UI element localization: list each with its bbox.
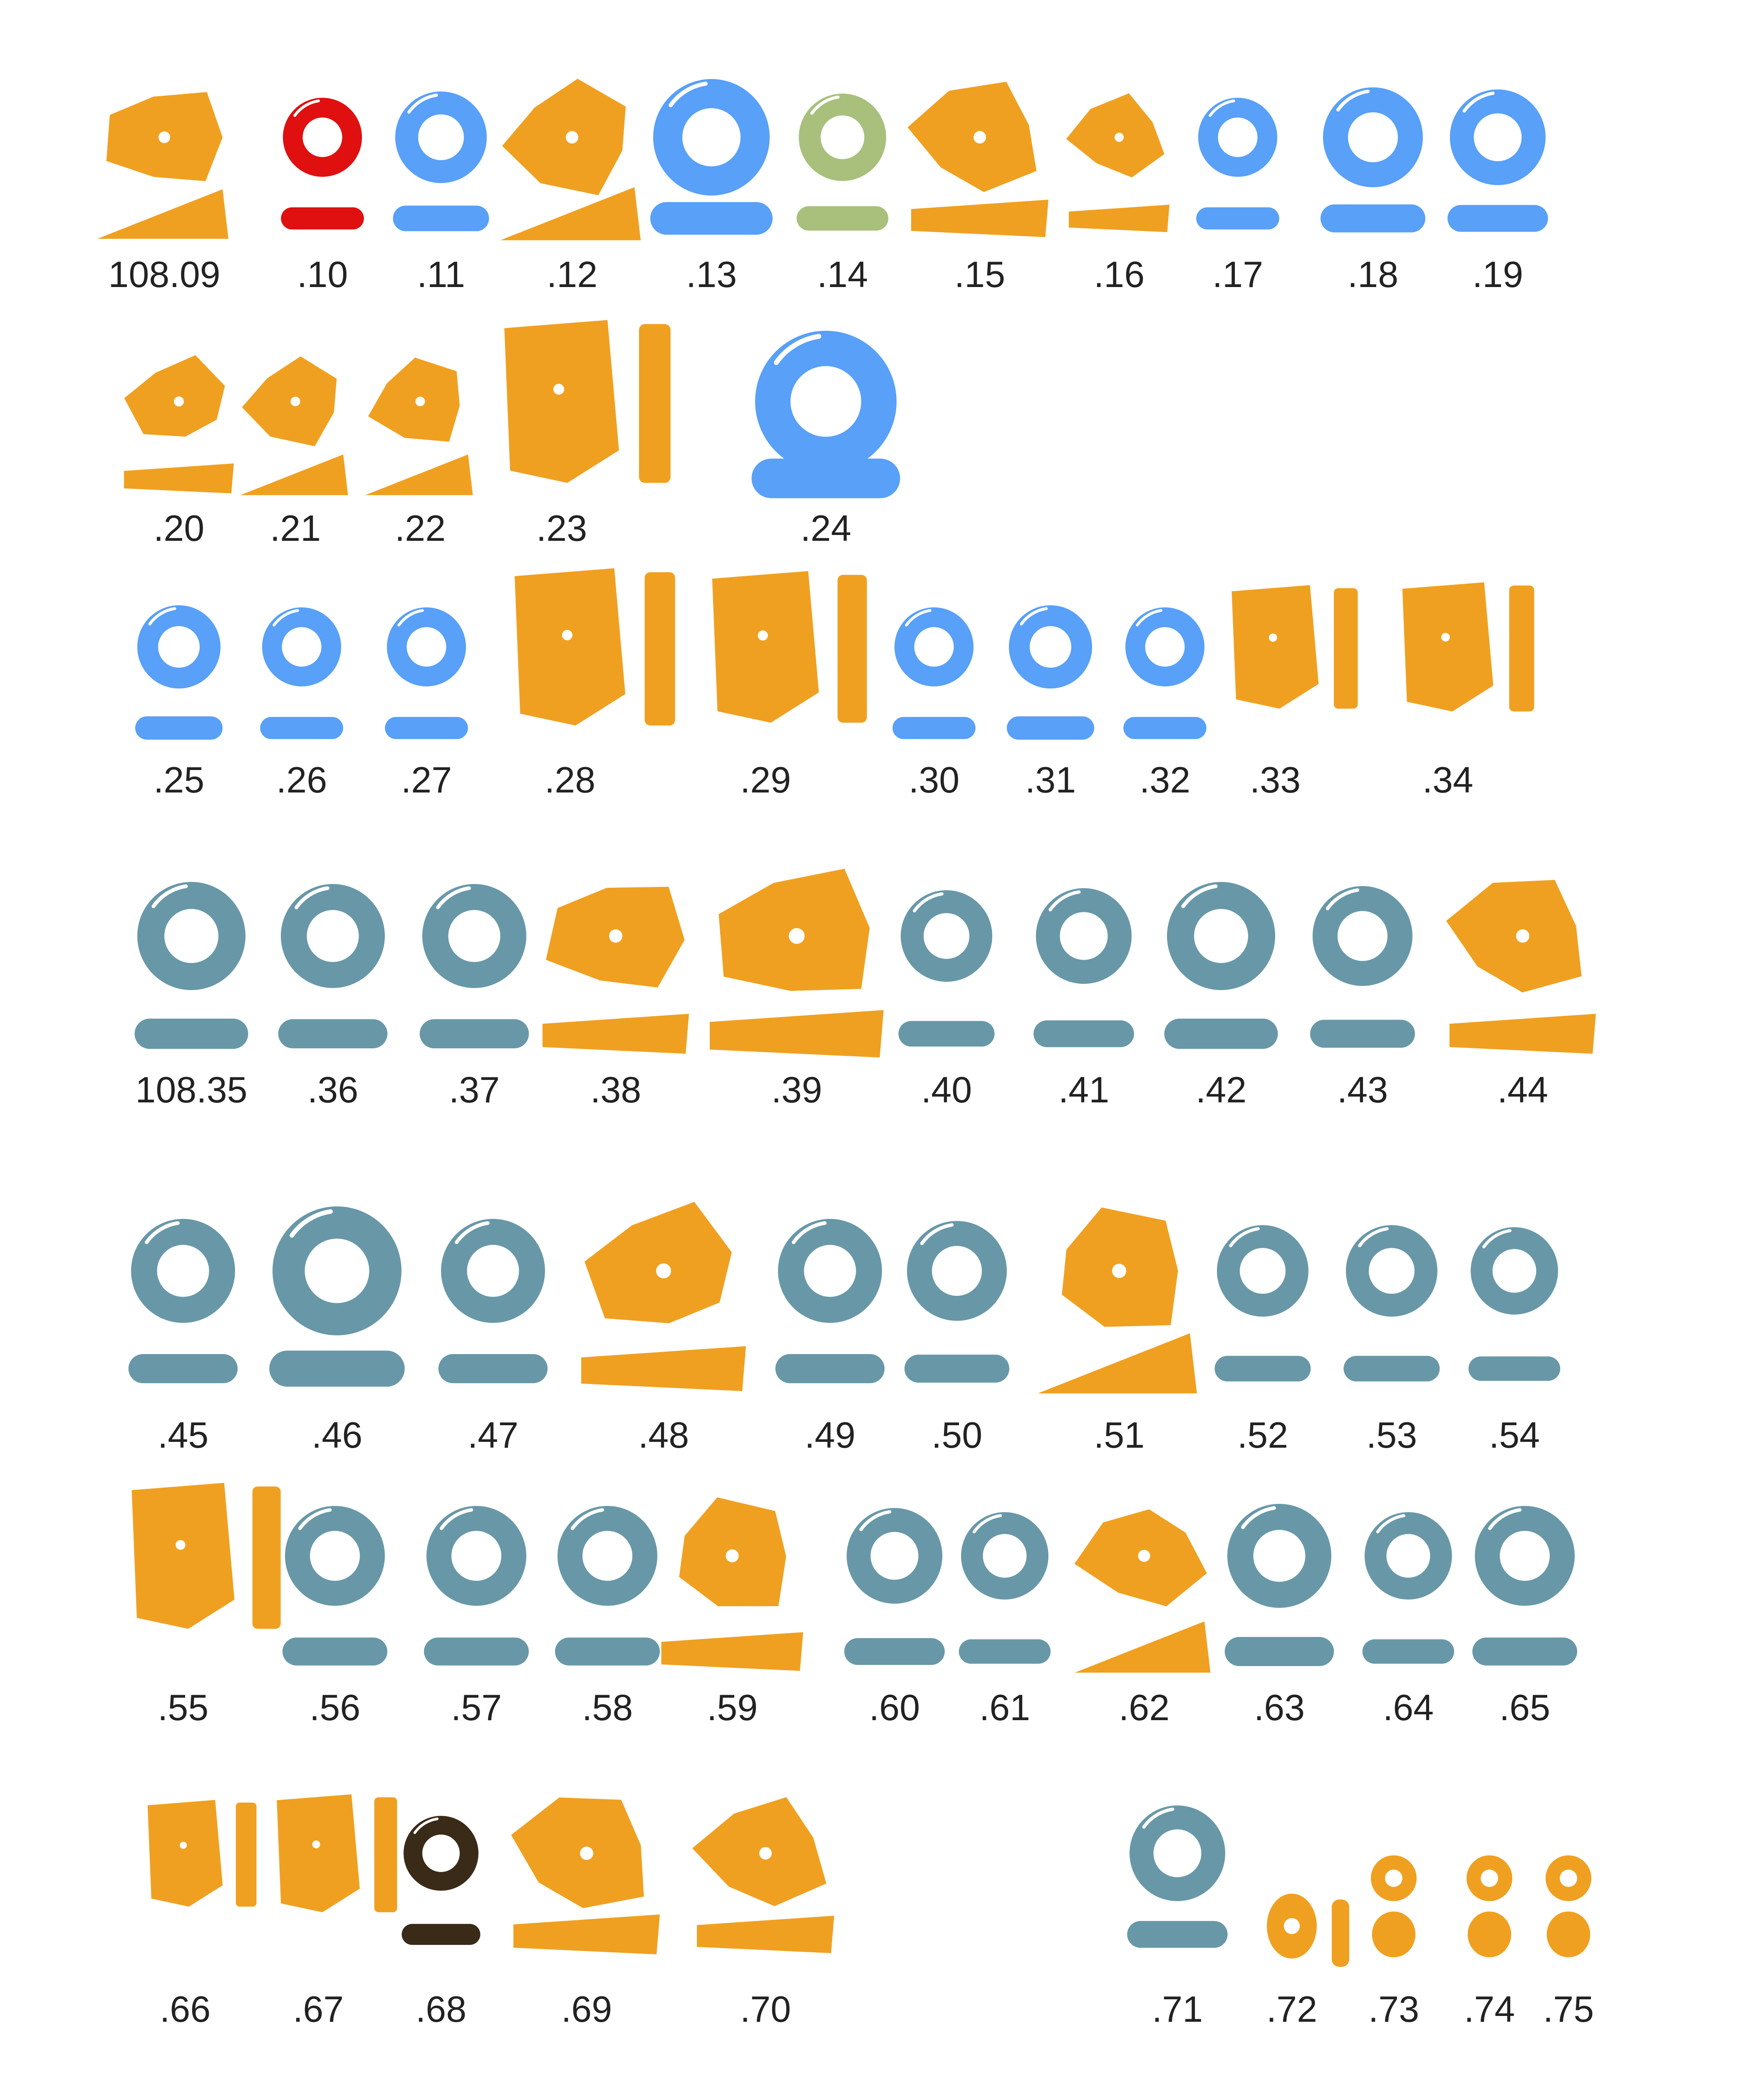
bead-number-label: .61 [979,1687,1031,1728]
bead-perforation [871,1532,919,1580]
bead-profile [281,207,364,229]
bead-perforation [790,366,861,437]
bead-profile [129,1354,238,1383]
bead-perforation [1348,112,1398,162]
bead-profile [236,1803,257,1907]
bead [904,1221,1009,1383]
bead [899,890,995,1047]
bead-perforation [1145,627,1185,667]
bead-profile [1372,1912,1416,1957]
bead-number-label: .33 [1249,759,1301,800]
bead [543,887,689,1054]
bead-number-label: .26 [276,759,327,800]
bead-perforation [174,396,184,406]
bead-profile [1332,1899,1349,1967]
bead [775,1219,885,1383]
bead-profile [959,1639,1051,1664]
bead-profile [904,1354,1009,1382]
bead [420,884,529,1048]
bead-perforation [305,1239,369,1303]
bead-perforation [1240,1248,1286,1294]
bead-profile [844,1638,945,1665]
bead-profile [775,1354,885,1383]
bead-perforation [312,1840,320,1848]
bead-profile [1469,1357,1561,1381]
bead [1225,1504,1334,1666]
bead [424,1506,529,1666]
bead-perforation [1387,1534,1430,1578]
bead [1371,1855,1417,1957]
bead-profile [1321,204,1425,232]
bead-perforation [1338,911,1387,961]
bead-perforation [656,1263,671,1278]
bead-number-label: .16 [1093,254,1145,295]
bead-number-label: .47 [467,1414,519,1456]
bead-number-label: .59 [706,1687,758,1728]
bead-perforation [580,1847,593,1860]
bead-perforation [310,1531,360,1581]
bead-perforation [566,131,578,144]
bead-profile [899,1021,995,1047]
bead [712,571,867,723]
bead-perforation [1030,626,1071,668]
bead-profile [1007,716,1094,740]
bead-profile [1344,1356,1440,1382]
bead-profile [697,1916,834,1953]
bead-profile [650,202,773,235]
bead [282,1506,387,1666]
bead [1075,1509,1211,1673]
bead-perforation [804,1245,856,1297]
bead [1232,585,1358,709]
bead-profile [1164,1019,1278,1049]
bead-number-label: .25 [153,759,205,800]
bead-profile [662,1632,803,1671]
bead-number-label: .56 [309,1687,361,1728]
bead-profile [135,1019,248,1049]
bead-perforation [1500,1531,1550,1581]
bead [278,884,388,1048]
bead-number-label: .52 [1237,1414,1288,1456]
bead-profile [797,206,889,231]
bead-profile [1196,207,1279,229]
bead-number-label: .31 [1025,759,1076,800]
bead-number-label: .66 [159,1988,211,2030]
bead [892,607,976,739]
bead [959,1512,1051,1664]
bead-number-label: .67 [292,1988,344,2030]
bead-perforation [418,114,464,160]
bead-perforation [1112,1264,1126,1278]
bead-perforation [1516,929,1529,943]
bead-number-label: .28 [544,759,596,800]
bead [1363,1512,1454,1664]
bead-perforation [1474,114,1522,161]
bead-profile [1069,205,1169,232]
bead-profile [278,1019,388,1048]
bead-number-label: .45 [157,1414,209,1456]
bead [1546,1855,1591,1957]
bead [752,331,900,498]
labels-layer [108,254,1594,2030]
bead-number-label: 108.09 [108,254,220,295]
bead-number-label: .63 [1254,1687,1305,1728]
bead-perforation [1284,1918,1300,1934]
bead-number-label: .32 [1139,759,1191,800]
bead-profile [1468,1912,1511,1957]
bead-perforation [1115,133,1124,142]
bead-face [908,82,1037,192]
bead [650,79,773,235]
bead-number-label: .46 [311,1414,363,1456]
bead-perforation [1441,633,1450,641]
bead-profile [513,1914,660,1954]
bead-number-label: .64 [1382,1687,1434,1728]
bead [385,607,468,739]
bead [132,1483,281,1629]
bead-perforation [983,1534,1027,1578]
bead-number-label: .48 [638,1414,689,1456]
bead-perforation [924,913,969,959]
bead-face [148,1800,223,1907]
bead-profile [1509,586,1534,712]
bead-perforation [562,630,572,640]
bead-perforation [467,1245,519,1297]
bead-perforation [159,131,170,143]
bead-number-label: .70 [740,1988,791,2030]
bead-profile [253,1486,281,1629]
bead-profile [1449,1014,1596,1054]
bead-perforation [282,627,322,667]
beads-layer [97,79,1596,1967]
bead-perforation [758,631,768,641]
bead-number-label: .13 [686,254,737,295]
bead-number-label: .30 [908,759,960,800]
bead-number-label: .65 [1499,1687,1551,1728]
bead-perforation [1154,1830,1202,1877]
bead-perforation [932,1246,982,1296]
bead-profile [752,458,900,498]
bead [692,1797,834,1953]
bead-perforation [451,1531,501,1581]
bead-number-label: .68 [415,1988,467,2030]
bead-number-label: .55 [157,1687,209,1728]
bead-number-label: .11 [417,254,465,295]
bead-perforation [1481,1870,1498,1887]
bead-profile [1075,1622,1210,1673]
bead-profile [439,1354,548,1383]
bead-perforation [1060,912,1108,960]
bead [439,1219,548,1383]
bead-number-label: .54 [1489,1414,1540,1456]
bead-perforation [291,397,300,406]
bead [1066,93,1169,232]
bead-number-label: .36 [307,1069,359,1110]
bead [844,1508,945,1665]
bead [1164,882,1278,1049]
bead-profile [1127,1921,1228,1948]
bead [515,568,675,726]
bead-number-label: .37 [448,1069,500,1110]
bead-profile [269,1351,405,1387]
bead [124,355,234,493]
bead-number-label: .10 [297,254,348,295]
bead-perforation [682,108,741,166]
bead-number-label: .74 [1464,1988,1515,2030]
bead-perforation [303,118,342,157]
bead [269,1206,405,1387]
bead-profile [581,1346,746,1391]
bead-profile [1215,1356,1311,1382]
bead-number-label: .75 [1543,1988,1594,2030]
bead-perforation [1218,118,1258,157]
bead-perforation [1194,909,1248,963]
bead-face [515,568,625,726]
bead [1344,1225,1440,1382]
bead [1447,89,1548,232]
bead-profile [1447,205,1548,232]
bead-number-label: .53 [1366,1414,1417,1456]
bead-profile [282,1637,387,1665]
bead-face [1232,585,1319,709]
bead [402,1816,481,1945]
bead-profile [1363,1639,1454,1664]
bead [281,98,364,230]
bead-profile [424,1637,529,1665]
bead-perforation [416,397,425,406]
bead [277,1794,397,1912]
bead-number-label: .57 [451,1687,502,1728]
bead-number-label: .73 [1368,1988,1420,2030]
bead-number-label: .60 [869,1687,920,1728]
bead-number-label: .50 [931,1414,983,1456]
bead [365,358,473,495]
bead-profile [135,716,223,740]
bead-face [502,79,626,195]
bead [1033,888,1134,1047]
bead-perforation [307,910,359,962]
bead-face [1446,880,1581,993]
bead-face [504,320,619,483]
bead-perforation [759,1847,772,1860]
bead [500,79,641,240]
bead [240,357,348,495]
bead-number-label: .29 [740,759,791,800]
bead [1321,87,1425,233]
bead-number-label: .19 [1472,254,1524,295]
bead [504,320,670,483]
bead-profile [1038,1333,1197,1394]
bead-profile [260,717,343,739]
bead-number-label: .22 [394,508,446,549]
bead-number-label: .15 [954,254,1006,295]
bead-number-label: .62 [1118,1687,1170,1728]
bead [393,92,489,231]
bead-face [277,1794,360,1912]
bead-perforation [789,928,805,944]
bead-profile [500,187,641,240]
bead-profile [97,189,228,239]
bead-profile [1225,1637,1334,1666]
bead-number-label: .17 [1212,254,1264,295]
bead [797,94,889,230]
bead [1310,886,1415,1048]
bead [662,1497,803,1671]
bead [97,92,228,239]
bead-face [132,1483,235,1629]
bead [1038,1208,1197,1394]
bead-number-label: .34 [1422,759,1474,800]
bead-number-label: .21 [270,508,321,549]
bead [1007,605,1094,740]
bead-number-label: .69 [561,1988,612,2030]
bead-number-label: .72 [1266,1988,1318,2030]
bead-number-label: .27 [401,759,452,800]
bead [511,1798,660,1954]
bead-profile [1334,588,1358,709]
bead [135,605,223,740]
bead-number-label: .38 [590,1069,642,1110]
bead-number-label: .20 [153,508,205,549]
bead-profile [639,324,671,483]
bead-number-label: .58 [582,1687,633,1728]
bead [1215,1225,1311,1382]
bead [260,607,343,739]
bead-perforation [974,131,986,144]
bead-profile [374,1797,397,1912]
bead-perforation [176,1540,185,1550]
bead-perforation [1269,634,1277,642]
bead-number-label: .14 [817,254,868,295]
bead-profile [837,575,867,723]
bead-profile [365,455,473,495]
bead-face [242,357,337,446]
bead [1446,880,1596,1054]
bead-perforation [1138,1550,1150,1562]
bead-profile [892,717,976,739]
bead-profile [555,1637,660,1665]
bead-perforation [609,929,622,943]
bead-profile [543,1014,689,1054]
bead-perforation [1493,1249,1536,1293]
bead [555,1506,660,1666]
bead-number-label: .42 [1195,1069,1247,1110]
bead-number-label: .12 [546,254,598,295]
bead-perforation [158,626,200,668]
bead-number-label: .24 [800,508,852,549]
bead-number-label: .23 [536,508,587,549]
bead [1123,607,1207,739]
bead-face [692,1797,826,1906]
bead [1127,1805,1228,1948]
bead-profile [393,206,489,231]
bead-profile [124,463,234,493]
bead-number-label: .43 [1337,1069,1388,1110]
bead [1402,582,1534,712]
bead [129,1219,238,1383]
bead-number-label: .40 [921,1069,972,1110]
bead-face [511,1798,644,1908]
bead-number-label: .44 [1497,1069,1548,1110]
bead [1267,1894,1349,1967]
bead [710,869,884,1057]
bead-perforation [553,384,564,395]
bead-perforation [914,627,954,667]
bead [1469,1227,1561,1381]
bead-face [1402,582,1494,712]
bead-profile [645,572,675,726]
bead-number-label: .18 [1347,254,1399,295]
bead [148,1800,257,1907]
bead-perforation [164,909,218,963]
bead [908,82,1049,238]
bead-number-label: .51 [1093,1414,1145,1456]
bead-number-label: 108.35 [135,1069,248,1110]
bead-perforation [821,116,865,159]
bead [581,1202,746,1391]
bead-profile [710,1010,884,1057]
bead-face [712,571,819,723]
bead-perforation [422,1835,460,1872]
bead-perforation [448,910,500,962]
bead-number-label: .71 [1152,1988,1203,2030]
bead-perforation [1560,1870,1577,1887]
bead [1196,98,1279,230]
bead-profile [911,200,1048,237]
bead-perforation [726,1550,739,1562]
bead-number-label: .41 [1058,1069,1110,1110]
bead-perforation [407,627,446,667]
bead-profile [402,1924,481,1945]
bead-number-label: .39 [771,1069,823,1110]
bead [1472,1506,1577,1666]
bead-profile [1547,1912,1591,1957]
bead-profile [1472,1637,1577,1665]
bead-profile [385,717,468,739]
bead-perforation [1254,1530,1306,1582]
bead-perforation [180,1842,187,1849]
bead-perforation [157,1245,209,1297]
bead-face [368,358,460,442]
bead-profile [1033,1020,1134,1047]
bead-profile [1123,717,1207,739]
bead-face [124,355,225,437]
bead-profile [1310,1020,1415,1047]
bead-perforation [1369,1248,1415,1294]
bead [135,882,248,1049]
bead-face [585,1202,732,1323]
bead-perforation [1385,1870,1402,1887]
bead-profile [420,1019,529,1048]
bead [1467,1855,1512,1957]
bead-number-label: .49 [804,1414,856,1456]
bead-perforation [582,1531,632,1581]
bead-profile [240,455,348,495]
